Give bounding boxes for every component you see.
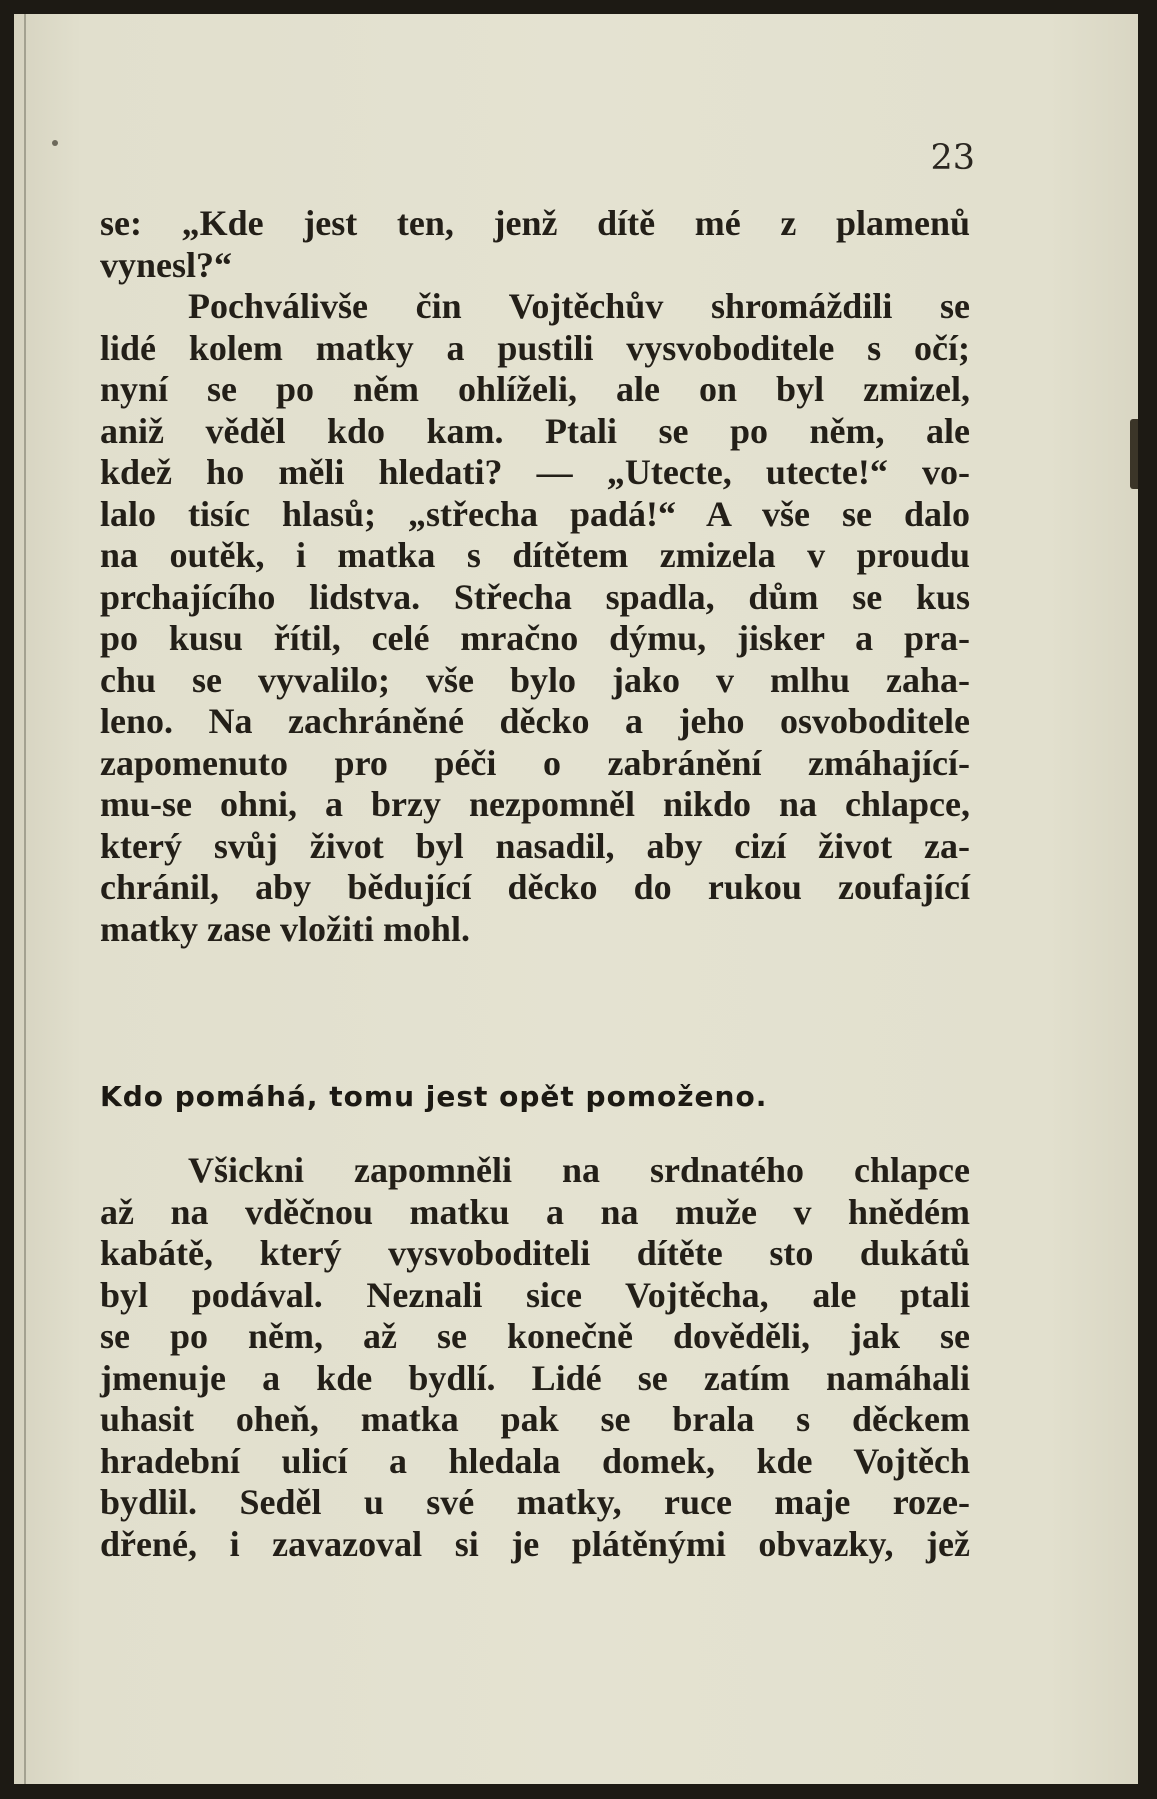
text-line: kabátě, který vysvoboditeli dítěte sto dukátů	[100, 1233, 970, 1273]
text-line: po kusu řítil, celé mračno dýmu, jisker a pra-	[100, 618, 970, 658]
text-line: hradební ulicí a hledala domek, kde Vojtěch	[100, 1440, 970, 1481]
page-edge-mark	[1130, 419, 1138, 489]
binding-edge	[24, 14, 26, 1784]
text-line: vynesl?“	[100, 244, 233, 285]
text-line: zapomenuto pro péči o zabránění zmáhající-	[100, 742, 970, 783]
text-line: jmenuje a kde bydlí. Lidé se zatím namáhali	[100, 1357, 970, 1398]
text-line: na outěk, i matka s dítětem zmizela v proudu	[100, 535, 970, 575]
text-line: matky zase vložiti mohl.	[100, 908, 470, 949]
text-line: se po něm, až se konečně dověděli, jak se	[100, 1316, 970, 1356]
text-line: lalo tisíc hlasů; „střecha padá!“ A vše se dalo	[100, 493, 970, 534]
paragraph-main	[100, 286, 970, 950]
text-line: aniž věděl kdo kam. Ptali se po něm, ale	[100, 410, 970, 451]
text-line: až na vděčnou matku a na muže v hnědém	[100, 1191, 970, 1232]
text-line: prchajícího lidstva. Střecha spadla, dům se kus	[100, 576, 970, 617]
text-line: uhasit oheň, matka pak se brala s děckem	[100, 1399, 970, 1439]
text-line: mu-se ohni, a brzy nezpomněl nikdo na chlapce,	[100, 784, 970, 824]
text-line: Všickni zapomněli na srdnatého chlapce	[188, 1150, 970, 1190]
section-heading: Kdo pomáhá, tomu jest opět pomoženo.	[100, 1080, 768, 1113]
paragraph-opening	[100, 203, 970, 286]
text-line: chránil, aby bědující děcko do rukou zoufající	[100, 867, 970, 907]
paragraph-section	[100, 1150, 970, 1565]
text-line: kdež ho měli hledati? — „Utecte, utecte!“ vo-	[100, 452, 970, 492]
text-line: bydlil. Seděl u své matky, ruce maje roze-	[100, 1482, 970, 1522]
text-line: leno. Na zachráněné děcko a jeho osvoboditele	[100, 701, 970, 741]
text-line: lidé kolem matky a pustili vysvoboditele s očí;	[100, 327, 970, 368]
text-line: chu se vyvalilo; vše bylo jako v mlhu zaha-	[100, 659, 970, 700]
text-line: byl podával. Neznali sice Vojtěcha, ale ptali	[100, 1274, 970, 1315]
paper-speck	[52, 140, 58, 146]
text-line: dřené, i zavazoval si je plátěnými obvazky, jež	[100, 1523, 970, 1564]
text-line: který svůj život byl nasadil, aby cizí život za-	[100, 825, 970, 866]
text-line: Pochválivše čin Vojtěchův shromáždili se	[188, 286, 970, 326]
page-number: 23	[930, 138, 975, 178]
text-line: nyní se po něm ohlíželi, ale on byl zmizel,	[100, 369, 970, 409]
text-line: se: „Kde jest ten, jenž dítě mé z plamenů	[100, 203, 970, 243]
